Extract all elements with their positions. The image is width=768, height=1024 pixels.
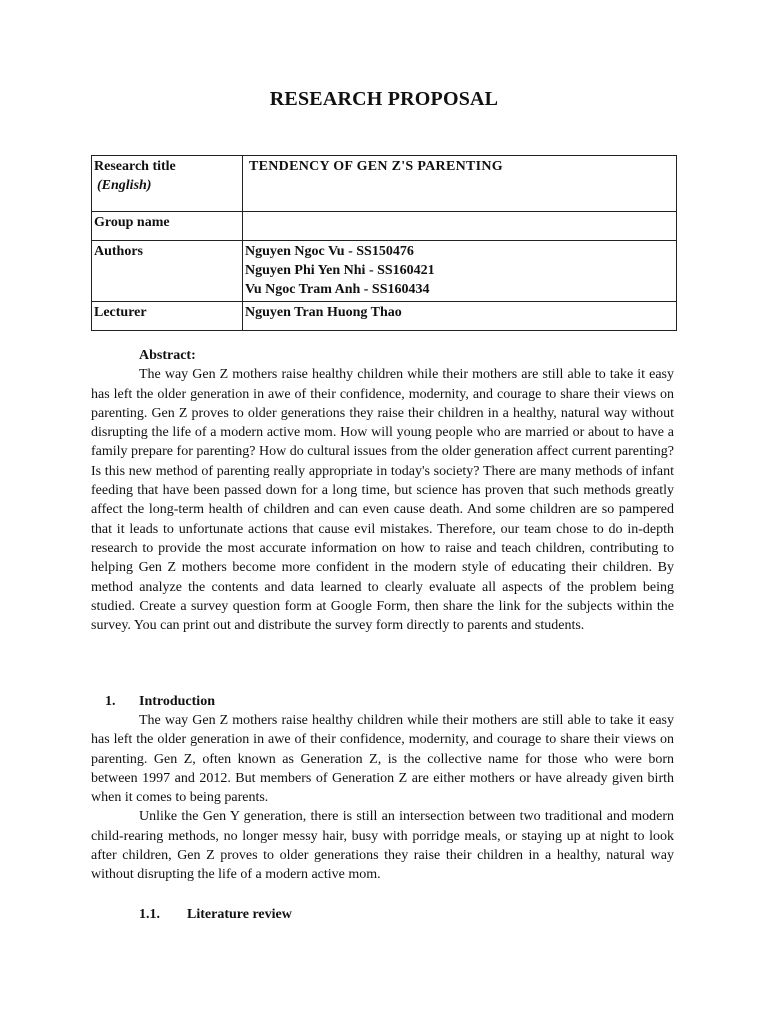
section-1-1-number: 1.1. [139, 907, 160, 922]
authors-value-cell [243, 241, 677, 302]
abstract-section [91, 346, 674, 635]
section-1-1-heading [139, 905, 292, 924]
lecturer-label: Lecturer [92, 302, 243, 331]
research-title-value-cell [243, 156, 677, 212]
research-title-sublabel: (English) [97, 178, 152, 193]
author-3: Vu Ngoc Tram Anh - SS160434 [245, 282, 430, 297]
introduction-paragraph-2: Unlike the Gen Y generation, there is still an intersection between two traditional and modern child-rearing methods, no longer messy hair, busy with porridge meals, or staying up at night to look after children, Gen Z proves to older generations they raise their children in a healthy, natural way without disrupting the life of a modern active mom. [91, 809, 674, 883]
section-1-number: 1. [105, 694, 116, 709]
research-title-label-cell [92, 156, 243, 212]
author-1: Nguyen Ngoc Vu - SS150476 [245, 244, 414, 259]
section-1-title: Introduction [139, 694, 215, 709]
table-row-research-title [92, 156, 677, 212]
proposal-info-table [91, 155, 677, 331]
lecturer-value: Nguyen Tran Huong Thao [243, 302, 677, 331]
table-row-lecturer [92, 302, 677, 331]
abstract-paragraph: The way Gen Z mothers raise healthy children while their mothers are still able to take it easy has left the older generation in awe of their confidence, modernity, and courage to share their views on parenting. Gen Z proves to older generations they raise their children in a healthy, natural way without disrupting the life of a modern active mom. How will young people who are married or about to have a family prepare for parenting? How do cultural issues from the older generation affect current parenting? Is this new method of parenting really appropriate in today's society? There are many methods of infant feeding that have been passed down for a long time, but science has proven that such methods greatly affect the long-term health of children and can even cause death. And some children are so pampered that it leads to unfortunate actions that cause evil mistakes. Therefore, our team chose to do in-depth research to provide the most accurate information on how to raise and teach children, contributing to helping Gen Z mothers become more confident in the modern style of educating their children. By method analyze the contents and data learned to clearly evaluate all aspects of the problem being studied. Create a survey question form at Google Form, then share the link for the subjects within the survey. You can print out and distribute the survey form directly to parents and students. [91, 367, 674, 634]
section-1-1-title: Literature review [187, 907, 292, 922]
introduction-paragraph-1: The way Gen Z mothers raise healthy children while their mothers are still able to take it easy has left the older generation in awe of their confidence, modernity, and courage to share their views on parenting. Gen Z, often known as Generation Z, is the collective name for those who were born between 1997 and 2012. But members of Generation Z are either mothers or have already given birth when it comes to being parents. [91, 713, 674, 806]
author-2: Nguyen Phi Yen Nhi - SS160421 [245, 263, 435, 278]
group-name-value [243, 212, 677, 241]
abstract-heading: Abstract: [139, 348, 196, 363]
section-1-heading [91, 692, 215, 711]
research-title-value: TENDENCY OF GEN Z'S PARENTING [249, 159, 503, 174]
authors-label: Authors [92, 241, 243, 302]
introduction-section [91, 711, 674, 885]
research-title-label: Research title [94, 159, 176, 174]
group-name-label: Group name [92, 212, 243, 241]
table-row-authors [92, 241, 677, 302]
table-row-group-name [92, 212, 677, 241]
document-title: RESEARCH PROPOSAL [269, 88, 499, 110]
